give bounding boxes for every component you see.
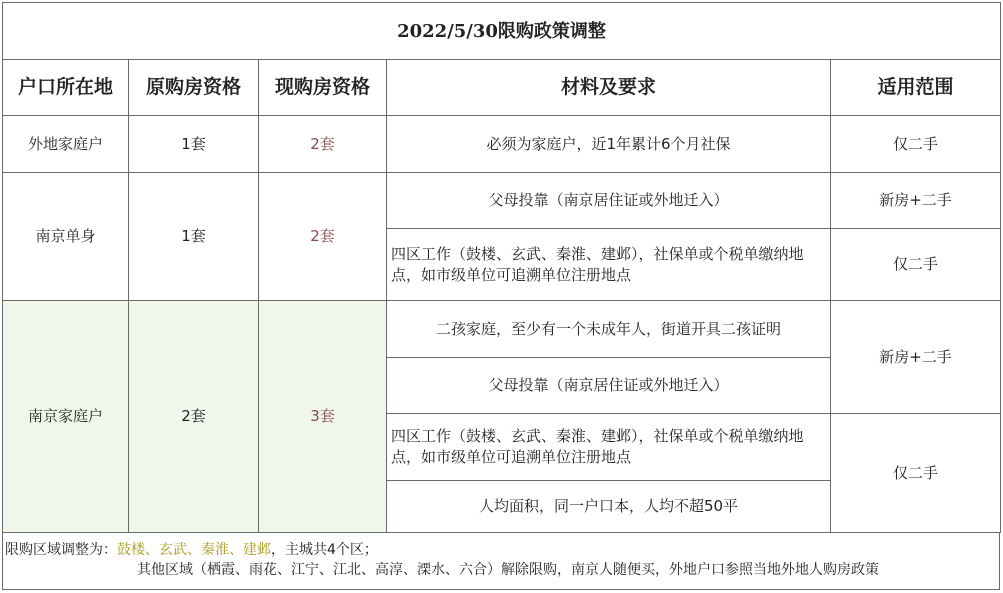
location-cell: 南京家庭户 <box>3 301 129 533</box>
header-current: 现购房资格 <box>259 60 387 116</box>
header-scope: 适用范围 <box>831 60 1001 116</box>
footer-suffix: ，主城共4个区； <box>271 542 378 558</box>
original-cell: 1套 <box>129 173 259 301</box>
scope-cell: 仅二手 <box>831 414 1001 533</box>
scope-cell: 仅二手 <box>831 116 1001 173</box>
original-cell: 2套 <box>129 301 259 533</box>
header-requirements: 材料及要求 <box>387 60 831 116</box>
scope-cell: 新房+二手 <box>831 301 1001 414</box>
footer-districts: 鼓楼、玄武、秦淮、建邺 <box>117 542 271 558</box>
footer-prefix: 限购区域调整为： <box>5 542 117 558</box>
location-cell: 南京单身 <box>3 173 129 301</box>
scope-cell: 新房+二手 <box>831 173 1001 229</box>
requirement-cell: 父母投靠（南京居住证或外地迁入） <box>387 173 831 229</box>
requirement-cell: 四区工作（鼓楼、玄武、秦淮、建邺），社保单或个税单缴纳地点，如市级单位可追溯单位注册地点 <box>387 414 831 481</box>
requirement-cell: 二孩家庭，至少有一个未成年人，街道开具二孩证明 <box>387 301 831 358</box>
location-cell: 外地家庭户 <box>3 116 129 173</box>
footer-line-2: 其他区域（栖霞、雨花、江宁、江北、高淳、溧水、六合）解除限购，南京人随便买，外地户口参照当地外地人购房政策 <box>137 562 879 578</box>
current-cell: 2套 <box>259 173 387 301</box>
scope-cell: 仅二手 <box>831 229 1001 301</box>
requirement-cell: 人均面积，同一户口本，人均不超50平 <box>387 481 831 533</box>
footer-line-1 <box>5 540 999 560</box>
page-title: 2022/5/30限购政策调整 <box>3 3 1001 60</box>
requirement-cell: 必须为家庭户，近1年累计6个月社保 <box>387 116 831 173</box>
requirement-cell: 四区工作（鼓楼、玄武、秦淮、建邺），社保单或个税单缴纳地点，如市级单位可追溯单位注册地点 <box>387 229 831 301</box>
header-original: 原购房资格 <box>129 60 259 116</box>
policy-table <box>2 2 1001 533</box>
footer-note <box>2 532 1000 590</box>
requirement-cell: 父母投靠（南京居住证或外地迁入） <box>387 358 831 414</box>
original-cell: 1套 <box>129 116 259 173</box>
header-location: 户口所在地 <box>3 60 129 116</box>
current-cell: 3套 <box>259 301 387 533</box>
current-cell: 2套 <box>259 116 387 173</box>
